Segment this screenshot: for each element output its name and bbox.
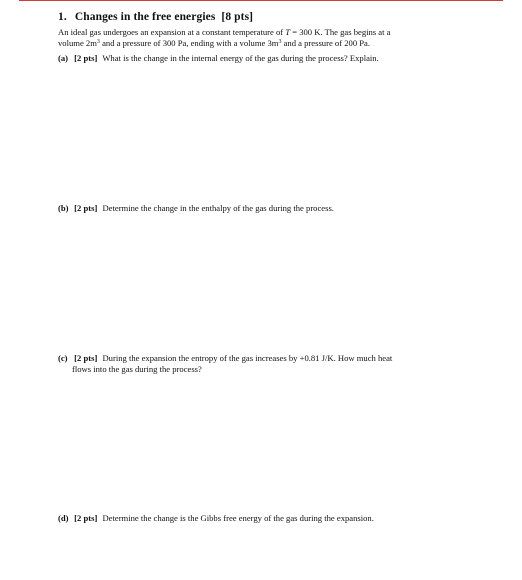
part-b-points: [2 pts] [74, 203, 98, 213]
part-a [58, 53, 468, 64]
part-d [58, 513, 468, 524]
part-a-question: What is the change in the internal energy of the gas during the process? Explain. [102, 53, 379, 63]
intro-text-2b: and a pressure of 300 Pa, ending with a volume 3m [102, 38, 279, 48]
part-d-question: Determine the change is the Gibbs free energy of the gas during the expansion. [102, 513, 374, 523]
part-c-label: (c) [58, 353, 68, 363]
intro-temperature-symbol: T [285, 27, 291, 37]
part-c-question-line1: During the expansion the entropy of the gas increases by +0.81 J/K. How much heat [102, 353, 393, 363]
part-c-question-line2: flows into the gas during the process? [72, 364, 202, 374]
problem-intro [58, 27, 468, 49]
part-a-points: [2 pts] [74, 53, 98, 63]
top-border-rule [19, 0, 503, 1]
intro-text-2c: and a pressure of 200 Pa. [283, 38, 371, 48]
problem-number: 1. [58, 11, 67, 23]
problem-title: Changes in the free energies [74, 11, 216, 23]
problem-heading [58, 10, 468, 24]
part-d-label: (d) [58, 513, 69, 523]
problem-points: [8 pts] [221, 11, 254, 23]
intro-text-1: An ideal gas undergoes an expansion at a constant temperature of [58, 27, 284, 37]
part-a-label: (a) [58, 53, 69, 63]
problem-block [58, 10, 468, 49]
part-b-label: (b) [58, 203, 69, 213]
part-b-question: Determine the change in the enthalpy of the gas during the process. [102, 203, 334, 213]
part-c-points: [2 pts] [74, 353, 98, 363]
intro-temperature-value: = 300 K. The gas begins at a [292, 27, 391, 37]
part-b [58, 203, 468, 214]
part-d-points: [2 pts] [74, 513, 98, 523]
superscript-3-b: 3 [278, 39, 282, 45]
intro-text-2a: volume 2m [58, 38, 97, 48]
superscript-3-a: 3 [96, 39, 100, 45]
part-c [58, 353, 468, 375]
